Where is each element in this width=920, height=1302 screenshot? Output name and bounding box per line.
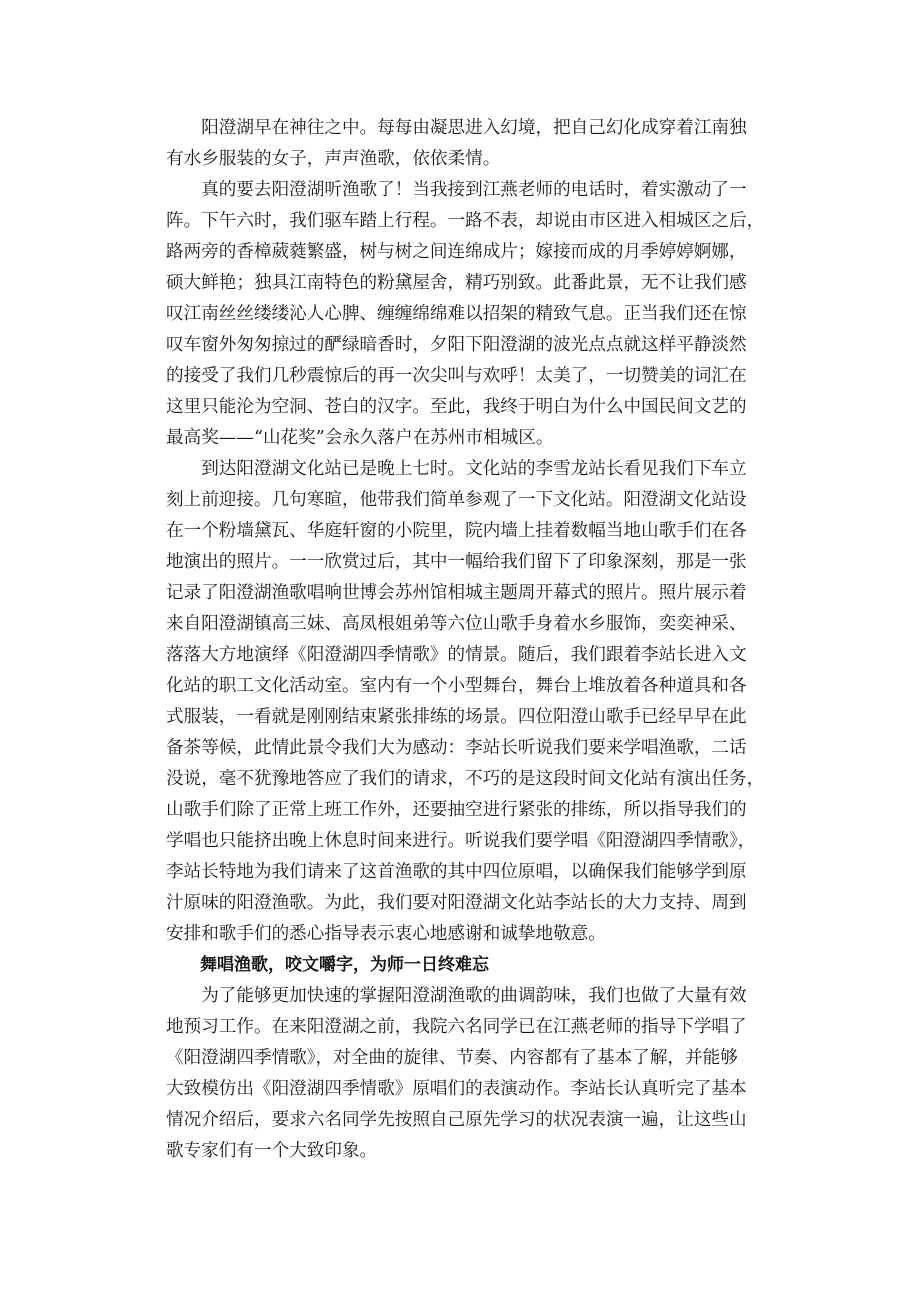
- text-line: 没说，毫不犹豫地答应了我们的请求，不巧的是这段时间文化站有演出任务，: [166, 769, 765, 789]
- text-line: 的接受了我们几秒震惊后的再一次尖叫与欢呼！太美了，一切赞美的词汇在: [166, 366, 747, 386]
- text-line: 学唱也只能挤出晚上休息时间来进行。听说我们要学唱《阳澄湖四季情歌》，: [166, 831, 756, 851]
- text-line: 式服装，一看就是刚刚结束紧张排练的场景。四位阳澄山歌手已经早早在此: [166, 707, 747, 727]
- text-line: 歌专家们有一个大致印象。: [166, 1141, 378, 1161]
- text-line: 地演出的照片。一一欣赏过后，其中一幅给我们留下了印象深刻，那是一张: [166, 552, 747, 572]
- text-line: 来自阳澄湖镇高三妹、高凤根姐弟等六位山歌手身着水乡服饰，奕奕神采、: [166, 614, 747, 634]
- text-line: 在一个粉墙黛瓦、华庭轩窗的小院里，院内墙上挂着数幅当地山歌手们在各: [166, 521, 747, 541]
- text-line: 路两旁的香樟葳蕤繁盛，树与树之间连绵成片；嫁接而成的月季婷婷婀娜，: [166, 242, 747, 262]
- text-line: 汁原味的阳澄渔歌。为此，我们要对阳澄湖文化站李站长的大力支持、周到: [166, 893, 747, 913]
- paragraph-journey: [166, 175, 786, 454]
- paragraph-preparation: [166, 981, 786, 1167]
- text-line: 情况介绍后，要求六名同学先按照自己原先学习的状况表演一遍，让这些山: [166, 1110, 747, 1130]
- text-line: 备茶等候，此情此景令我们大为感动：李站长听说我们要来学唱渔歌，二话: [166, 738, 747, 758]
- text-line: 地预习工作。在来阳澄湖之前，我院六名同学已在江燕老师的指导下学唱了: [166, 1017, 747, 1037]
- text-line: 为了能够更加快速的掌握阳澄湖渔歌的曲调韵味，我们也做了大量有效: [201, 986, 747, 1006]
- text-line: 大致模仿出《阳澄湖四季情歌》原唱们的表演动作。李站长认真听完了基本: [166, 1079, 747, 1099]
- text-line: 叹车窗外匆匆掠过的酽绿暗香时，夕阳下阳澄湖的波光点点就这样平静淡然: [166, 335, 747, 355]
- paragraph-intro: [166, 113, 786, 175]
- document-page: [166, 113, 786, 1167]
- text-line: 最高奖——“山花奖”会永久落户在苏州市相城区。: [166, 428, 554, 448]
- text-line: 山歌手们除了正常上班工作外，还要抽空进行紧张的排练，所以指导我们的: [166, 800, 747, 820]
- text-line: 李站长特地为我们请来了这首渔歌的其中四位原唱，以确保我们能够学到原: [166, 862, 747, 882]
- text-line: 这里只能沦为空洞、苍白的汉字。至此，我终于明白为什么中国民间文艺的: [166, 397, 747, 417]
- text-line: 落落大方地演绎《阳澄湖四季情歌》的情景。随后，我们跟着李站长进入文: [166, 645, 747, 665]
- text-line: 阵。下午六时，我们驱车踏上行程。一路不表，却说由市区进入相城区之后，: [166, 211, 765, 231]
- text-line: 刻上前迎接。几句寒暄，他带我们简单参观了一下文化站。阳澄湖文化站设: [166, 490, 747, 510]
- paragraph-culture-station: [166, 454, 786, 950]
- text-line: 有水乡服装的女子，声声渔歌，依依柔情。: [166, 149, 501, 169]
- text-line: 记录了阳澄湖渔歌唱响世博会苏州馆相城主题周开幕式的照片。照片展示着: [166, 583, 747, 603]
- text-line: 硕大鲜艳；独具江南特色的粉黛屋舍，精巧别致。此番此景，无不让我们感: [166, 273, 747, 293]
- text-line: 安排和歌手们的悉心指导表示衷心地感谢和诚挚地敬意。: [166, 924, 606, 944]
- text-line: 《阳澄湖四季情歌》，对全曲的旋律、节奏、内容都有了基本了解，并能够: [166, 1048, 738, 1068]
- text-line: 叹江南丝丝缕缕沁人心脾、缠缠绵绵难以招架的精致气息。正当我们还在惊: [166, 304, 747, 324]
- text-line: 化站的职工文化活动室。室内有一个小型舞台，舞台上堆放着各种道具和各: [166, 676, 747, 696]
- text-line: 到达阳澄湖文化站已是晚上七时。文化站的李雪龙站长看见我们下车立: [201, 459, 747, 479]
- section-heading: 舞唱渔歌，咬文嚼字，为师一日终难忘: [200, 955, 489, 975]
- text-line: 真的要去阳澄湖听渔歌了！当我接到江燕老师的电话时，着实激动了一: [201, 180, 747, 200]
- text-line: 阳澄湖早在神往之中。每每由凝思进入幻境，把自己幻化成穿着江南独: [201, 118, 747, 138]
